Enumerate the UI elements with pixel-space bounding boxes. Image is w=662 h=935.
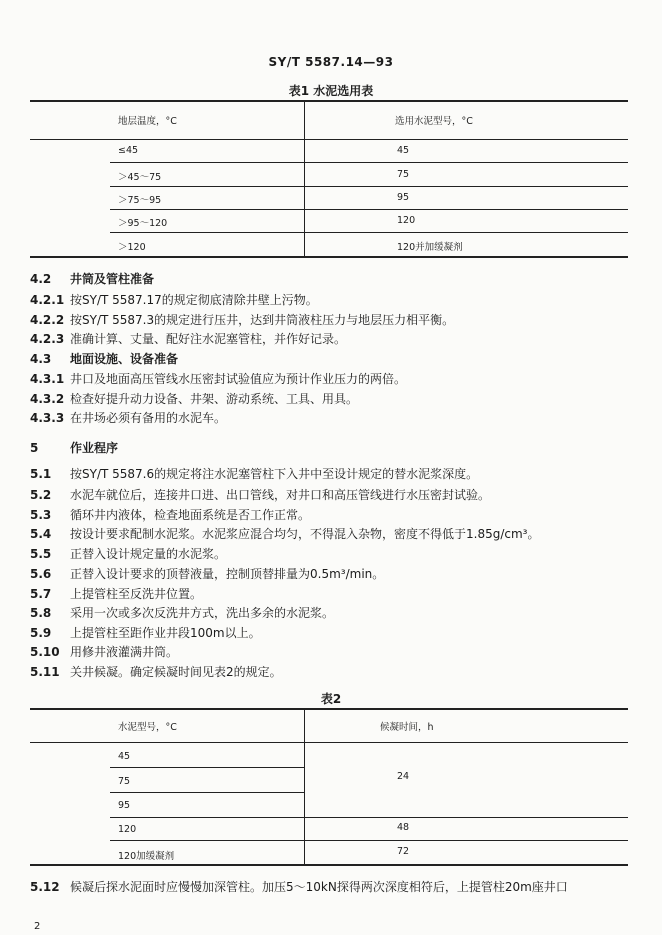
clause-4-2-1: 4.2.1 按SY/T 5587.17的规定彻底清除井壁上污物。 [30, 293, 318, 307]
table2-cement-type: 45 [118, 751, 131, 762]
clause-4-3-3: 4.3.3 在井场必须有备用的水泥车。 [30, 411, 227, 425]
table1-header-cement: 选用水泥型号，°C [395, 116, 473, 127]
table2-cement-type: 75 [118, 776, 131, 787]
table2-caption: 表2 [320, 692, 342, 706]
table1-row-cement: 95 [397, 192, 410, 203]
clause-5-2: 5.2 水泥车就位后，连接井口进、出口管线，对井口和高压管线进行水压密封试验。 [30, 488, 491, 502]
table1-row-temp: ＞95～120 [118, 218, 168, 229]
table2-time: 48 [397, 822, 410, 833]
table1-header-temp: 地层温度，°C [118, 116, 177, 127]
table1-row-temp: ＞45～75 [118, 172, 162, 183]
table2-cement-type: 120 [118, 824, 137, 835]
clause-5-10: 5.10 用修井液灌满井筒。 [30, 645, 179, 659]
clause-5-3: 5.3 循环井内液体，检查地面系统是否工作正常。 [30, 508, 311, 522]
clause-5-6: 5.6 正替入设计要求的顶替液量，控制顶替排量为0.5m³/min。 [30, 567, 385, 581]
table1-row-cement: 120并加缓凝剂 [397, 242, 463, 253]
table1-row-temp: ＞120 [118, 242, 146, 253]
table1-row-cement: 75 [397, 169, 410, 180]
clause-4-2-2: 4.2.2 按SY/T 5587.3的规定进行压井，达到井筒液柱压力与地层压力相平衡。 [30, 313, 455, 327]
clause-5-4: 5.4 按设计要求配制水泥浆。水泥浆应混合均匀，不得混入杂物，密度不得低于1.85g/cm³。 [30, 527, 540, 541]
clause-5-7: 5.7 上提管柱至反洗井位置。 [30, 587, 203, 601]
table1-row-temp: ≤45 [118, 145, 139, 156]
table1-row-temp: ＞75～95 [118, 195, 162, 206]
clause-5-11: 5.11 关井候凝。确定候凝时间见表2的规定。 [30, 665, 282, 679]
page-number: 2 [34, 921, 41, 932]
table2-time: 24 [397, 771, 410, 782]
section-4-2-heading: 4.2 井筒及管柱准备 [30, 272, 155, 286]
table2-cement-type: 95 [118, 800, 131, 811]
standard-header: SY/T 5587.14—93 [268, 55, 394, 69]
section-4-3-heading: 4.3 地面设施、设备准备 [30, 352, 179, 366]
table2-time: 72 [397, 846, 410, 857]
clause-5-8: 5.8 采用一次或多次反洗井方式，洗出多余的水泥浆。 [30, 606, 335, 620]
table2-header-time: 候凝时间，h [380, 722, 434, 733]
table1-row-cement: 120 [397, 215, 416, 226]
table2-header-type: 水泥型号，°C [118, 722, 177, 733]
clause-4-3-2: 4.3.2 检查好提升动力设备、井架、游动系统、工具、用具。 [30, 392, 359, 406]
clause-4-2-3: 4.2.3 准确计算、丈量、配好注水泥塞管柱，并作好记录。 [30, 332, 347, 346]
clause-5-12: 5.12 候凝后探水泥面时应慢慢加深管柱。加压5～10kN探得两次深度相符后，上提管柱20m座井口 [30, 880, 568, 894]
clause-5-1: 5.1 按SY/T 5587.6的规定将注水泥塞管柱下入井中至设计规定的替水泥浆深度。 [30, 467, 479, 481]
clause-5-9: 5.9 上提管柱至距作业井段100m以上。 [30, 626, 261, 640]
table1-row-cement: 45 [397, 145, 410, 156]
table1-caption: 表1 水泥选用表 [288, 84, 374, 98]
table2-cement-type: 120加缓凝剂 [118, 851, 175, 862]
clause-5-5: 5.5 正替入设计规定量的水泥浆。 [30, 547, 227, 561]
clause-4-3-1: 4.3.1 井口及地面高压管线水压密封试验值应为预计作业压力的两倍。 [30, 372, 407, 386]
section-5-heading: 5 作业程序 [30, 441, 119, 455]
